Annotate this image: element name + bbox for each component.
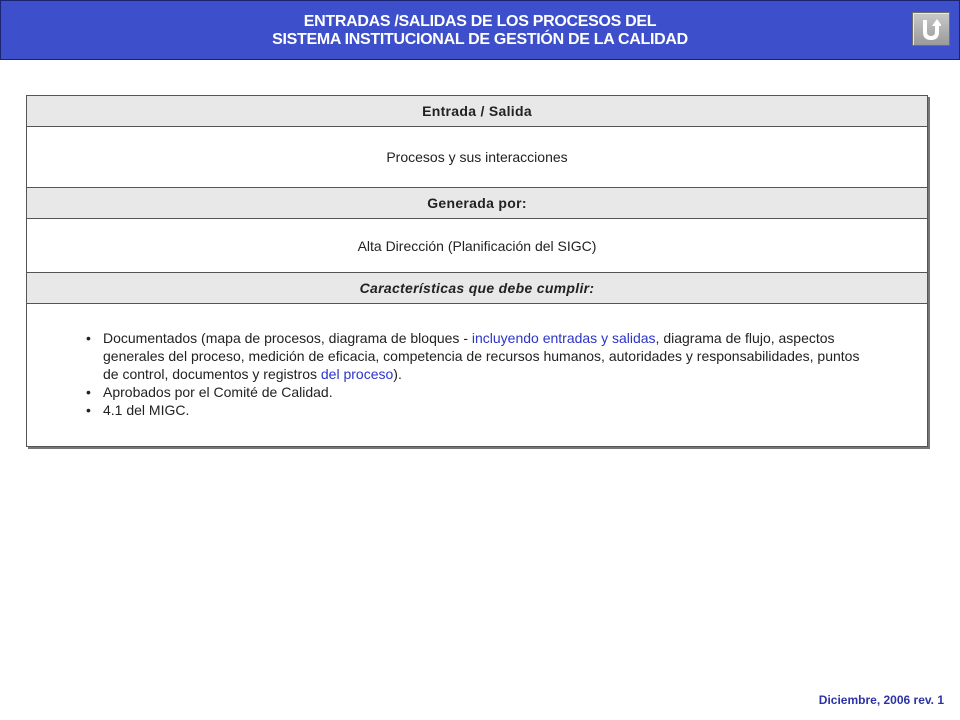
- generada-por-value: Alta Dirección (Planificación del SIGC): [27, 219, 927, 273]
- item-text: Aprobados por el Comité de Calidad.: [103, 384, 333, 400]
- section-header-caracteristicas: Características que debe cumplir:: [27, 273, 927, 304]
- header-title-line2: SISTEMA INSTITUCIONAL DE GESTIÓN DE LA CALIDAD: [272, 31, 688, 48]
- bullet-glyph: •: [86, 330, 91, 346]
- item-text: ).: [393, 366, 402, 382]
- bullet-glyph: •: [86, 402, 91, 418]
- caracteristicas-content: [27, 304, 927, 446]
- list-item: [86, 329, 876, 383]
- list-item: [86, 383, 876, 401]
- item-text: Documentados (mapa de procesos, diagrama de bloques -: [103, 330, 472, 346]
- u-turn-back-icon: [921, 18, 941, 40]
- process-table: [26, 95, 928, 447]
- footer-date: Diciembre, 2006 rev. 1: [818, 693, 944, 707]
- header-title-line1: ENTRADAS /SALIDAS DE LOS PROCESOS DEL: [303, 13, 657, 30]
- section-header-generada-por: Generada por:: [27, 188, 927, 219]
- entrada-salida-value: Procesos y sus interacciones: [27, 127, 927, 188]
- page-header: [0, 0, 960, 60]
- item-highlight: incluyendo entradas y salidas: [471, 330, 656, 346]
- back-button[interactable]: [912, 12, 950, 46]
- item-text: 4.1 del MIGC.: [103, 402, 190, 418]
- section-header-entrada-salida: Entrada / Salida: [27, 96, 927, 127]
- bullet-glyph: •: [86, 384, 91, 400]
- item-text: , diagrama de flujo, aspectos generales del proceso, medición de eficacia, competencia de recursos humanos, autoridades y responsabilidades, puntos de control, documentos y registros: [103, 330, 860, 382]
- requirements-list: [86, 329, 876, 419]
- item-highlight: del proceso: [320, 366, 394, 382]
- list-item: [86, 401, 876, 419]
